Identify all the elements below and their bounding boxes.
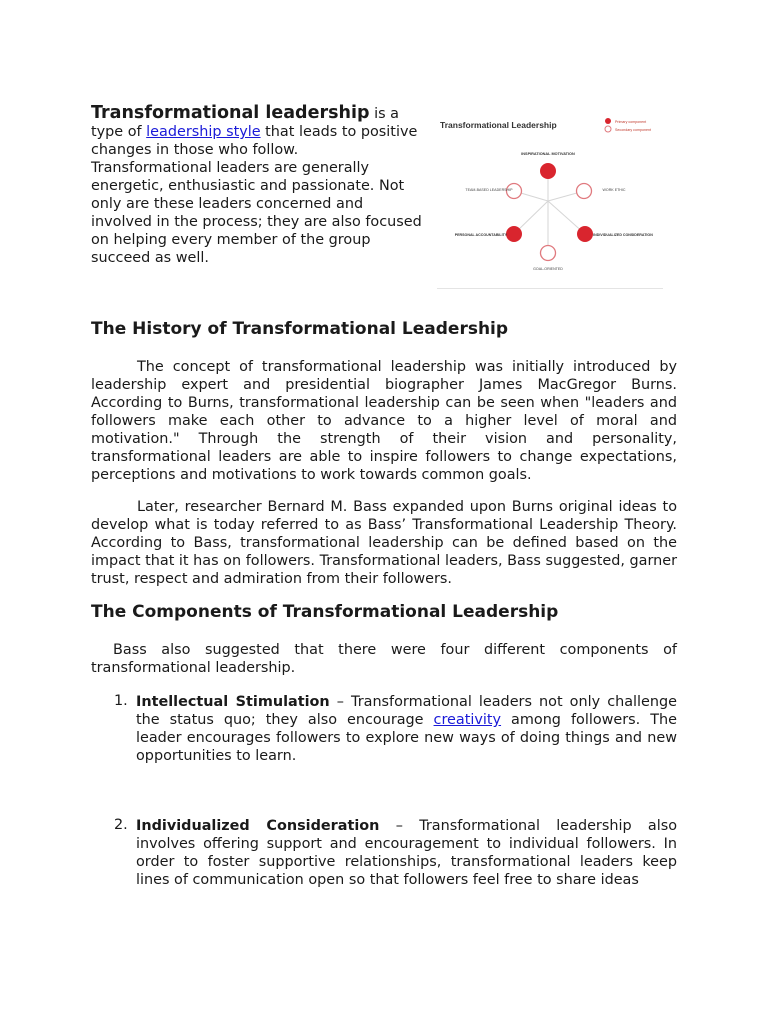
components-heading: The Components of Transformational Leadership <box>91 602 559 622</box>
node-inspirational-motivation <box>540 163 556 179</box>
intro-term: Transformational leadership <box>91 103 370 123</box>
legend-primary-label: Primary component <box>615 120 647 124</box>
label-individualized-consideration: INDIVIDUALIZED CONSIDERATION <box>593 233 653 237</box>
component-term: Intellectual Stimulation <box>136 694 330 710</box>
history-p2-text: Later, researcher Bernard M. Bass expanded upon Burns original ideas to develop what is today referred to as Bass’ Transformational Leadership Theory. According to Bass, transformational leadership can be defined based on the impact that it has on followers. Transformational leaders, Bass suggested, garner trust, respect and admiration from their followers. <box>91 499 677 587</box>
intro-paragraph <box>91 104 423 267</box>
intro-text-b: that leads to positive changes in those who follow. Transformational leaders are generally energetic, enthusiastic and passionate. Not only are these leaders concerned and involved in the process; they are also focused on helping every member of the group succeed as well. <box>91 124 422 266</box>
label-work-ethic: WORK ETHIC <box>602 188 626 192</box>
label-team-based-leadership: TEAM-BASED LEADERSHIP <box>465 188 513 192</box>
history-heading: The History of Transformational Leadership <box>91 319 509 339</box>
legend-primary-dot <box>605 118 611 124</box>
components-intro <box>91 641 677 677</box>
label-inspirational-motivation: INSPIRATIONAL MOTIVATION <box>521 152 575 156</box>
list-number: 1. <box>114 693 128 709</box>
history-paragraph-2 <box>91 498 677 588</box>
creativity-link[interactable]: creativity <box>433 712 502 728</box>
node-goal-oriented <box>541 246 556 261</box>
history-p1-text: The concept of transformational leadership was initially introduced by leadership expert and presidential biographer James MacGregor Burns. According to Burns, transformational leadership can be seen when "leaders and followers make each other to advance to a higher level of moral and motivation." Through the strength of their vision and personality, transformational leaders are able to inspire followers to change expectations, perceptions and motivations to work towards common goals. <box>91 359 677 483</box>
component-item-1-text <box>136 693 677 765</box>
diagram-svg <box>437 112 663 288</box>
diagram-spokes <box>514 171 585 253</box>
legend-secondary-label: Secondary component <box>615 128 651 132</box>
transformational-leadership-diagram <box>437 112 663 289</box>
history-paragraph-1 <box>91 358 677 484</box>
component-item-2-text <box>136 817 677 889</box>
node-personal-accountability <box>506 226 522 242</box>
leadership-style-link[interactable]: leadership style <box>146 124 261 140</box>
component-text: – Transformational leadership also involves offering support and encouragement to individual followers. In order to foster supportive relationships, transformational leaders keep lines of communication open so that followers feel free to share ideas <box>136 818 678 888</box>
label-goal-oriented: GOAL-ORIENTED <box>533 267 563 271</box>
component-text-b: among followers. The leader encourages followers to explore new ways of doing things and new opportunities to learn. <box>136 712 677 764</box>
list-number: 2. <box>114 817 128 833</box>
component-term: Individualized Consideration <box>136 818 380 834</box>
node-individualized-consideration <box>577 226 593 242</box>
components-intro-text: Bass also suggested that there were four different components of transformational leadership. <box>91 642 677 676</box>
label-personal-accountability: PERSONAL ACCOUNTABILITY <box>454 233 508 237</box>
diagram-title: Transformational Leadership <box>440 120 557 130</box>
component-text-a: – Transformational leaders not only challenge the status quo; they also encourage <box>136 694 677 728</box>
legend-secondary-dot <box>605 126 611 132</box>
node-work-ethic <box>577 184 592 199</box>
intro-text-a: is a type of <box>91 106 399 140</box>
